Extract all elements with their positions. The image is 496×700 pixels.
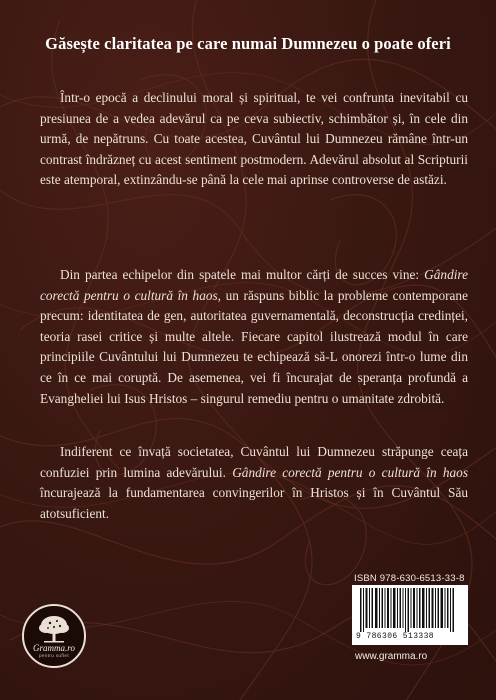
cover-title: Găsește claritatea pe care numai Dumnezeu o poate oferi — [45, 34, 451, 53]
publisher-name: Gramma.ro — [33, 643, 75, 653]
paragraph-1: Într-o epocă a declinului moral și spiritual, te vei confrunta inevitabil cu presiunea de a vedea adevărul ca pe ceva subiectiv, schimbător și, în cele din urmă, de nepătruns. Cu toate acestea, Cuvântul lui Dumnezeu rămâne într-un contrast îndrăzneț cu acest sentiment postmodern. Adevărul absolut al Scripturii este atemporal, extinzându-se până la cele mai aprinse controverse de astăzi. — [40, 90, 468, 188]
paragraph-3-body: încurajează la fundamentarea convingerilor în Hristos și în Cuvântul Său atotsuficient. — [40, 485, 468, 521]
book-title-reference: Gândire corectă pentru o cultură în haos — [40, 267, 468, 303]
paragraph-2 — [40, 265, 468, 409]
paragraph-3-intro: Indiferent ce învață societatea, Cuvântul lui Dumnezeu străpunge ceața confuziei prin lumina adevărului. — [40, 444, 468, 480]
publisher-website[interactable]: www.gramma.ro — [355, 651, 428, 662]
book-title-reference: Gândire corectă pentru o cultură în haos — [232, 464, 469, 480]
paragraph-2-body: , un răspuns biblic la probleme contemporane precum: identitatea de gen, autoritatea guvernamentală, deconstrucția credinței, teoria rasei critice și multe altele. Fiecare capitol ilustrează modul în care principiile Cuvântului lui Dumnezeu te echipează să-L onorezi într-o lume din ce în ce mai coruptă. De asemenea, vei fi încurajat de speranța profundă a Evangheliei lui Isus Hristos – singurul remediu pentru o umanitate zdrobită. — [40, 287, 468, 406]
publisher-logo — [22, 604, 86, 668]
publisher-tagline: pentru suflet — [39, 653, 69, 658]
isbn-label: ISBN 978-630-6513-33-8 — [354, 573, 465, 584]
paragraph-2-intro: Din partea echipelor din spatele mai multor cărți de succes vine: — [60, 267, 425, 282]
paragraph-3 — [40, 442, 468, 524]
barcode-digits: 9 786306 513338 — [356, 632, 435, 641]
barcode-bars — [352, 588, 468, 634]
tree-icon — [24, 608, 84, 648]
